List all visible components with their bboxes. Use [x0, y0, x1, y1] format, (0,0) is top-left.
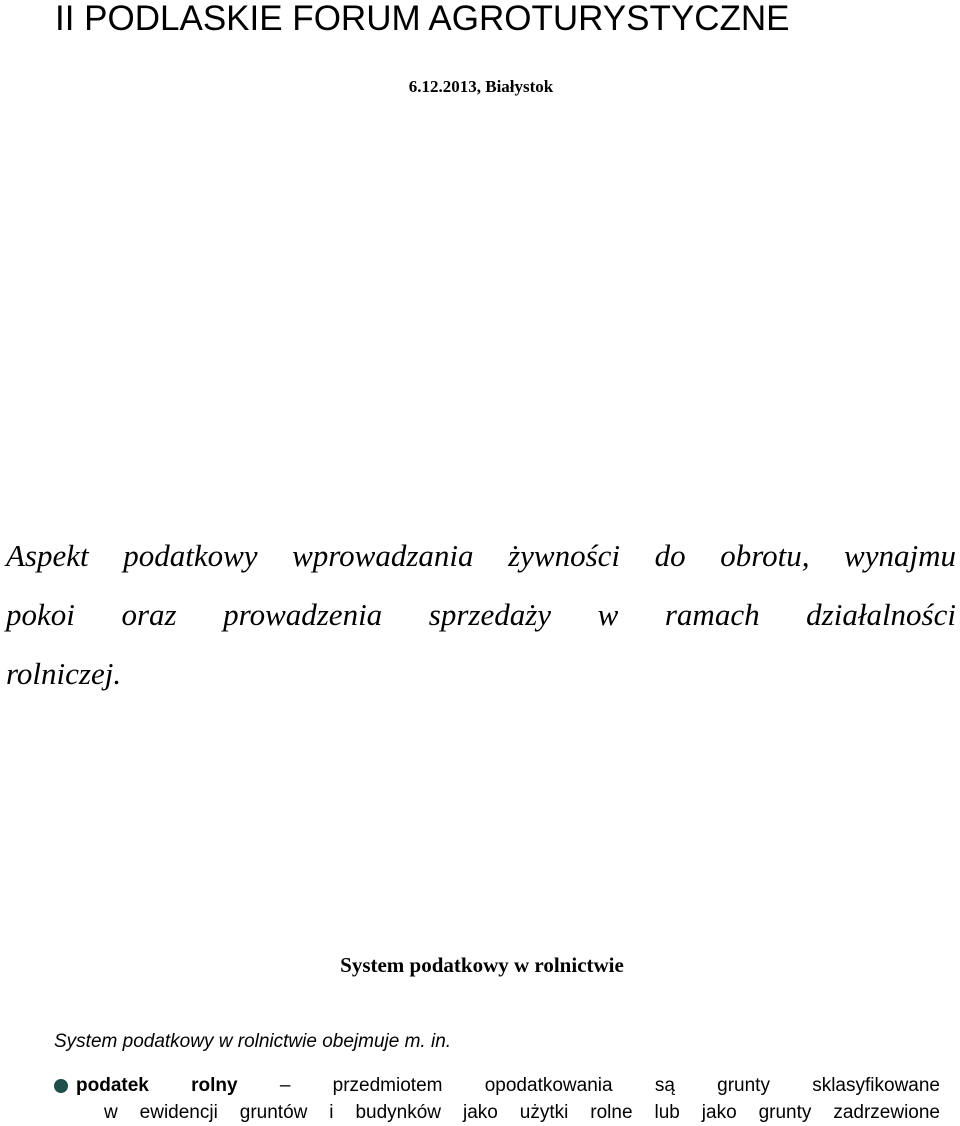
- list-item-line-2: w ewidencji gruntów i budynków jako użytki rolne lub jako grunty zadrzewione: [104, 1102, 940, 1123]
- bullet-dot-icon: [54, 1079, 68, 1093]
- section-heading-text: System podatkowy w rolnictwie: [340, 953, 624, 977]
- article-title-line-3: rolniczej.: [6, 656, 122, 691]
- date-place: [0, 76, 960, 98]
- date-place-text: 6.12.2013, Białystok: [408, 77, 554, 96]
- article-title-line-1: Aspekt podatkowy wprowadzania żywności do obrotu, wynajmu: [6, 538, 956, 573]
- section-intro: System podatkowy w rolnictwie obejmuje m. in.: [54, 1031, 452, 1052]
- article-title-line-2: pokoi oraz prowadzenia sprzedaży w ramach działalności: [6, 597, 956, 632]
- list-item-line-1: [76, 1072, 940, 1099]
- forum-title: II PODLASKIE FORUM AGROTURYSTYCZNE: [55, 0, 790, 38]
- list-item-term: podatek rolny: [76, 1075, 238, 1096]
- section-heading: [0, 952, 960, 978]
- list-item-text: [76, 1072, 940, 1126]
- list-item-definition-start: – przedmiotem opodatkowania są grunty sklasyfikowane: [279, 1075, 940, 1096]
- article-title: [6, 526, 956, 703]
